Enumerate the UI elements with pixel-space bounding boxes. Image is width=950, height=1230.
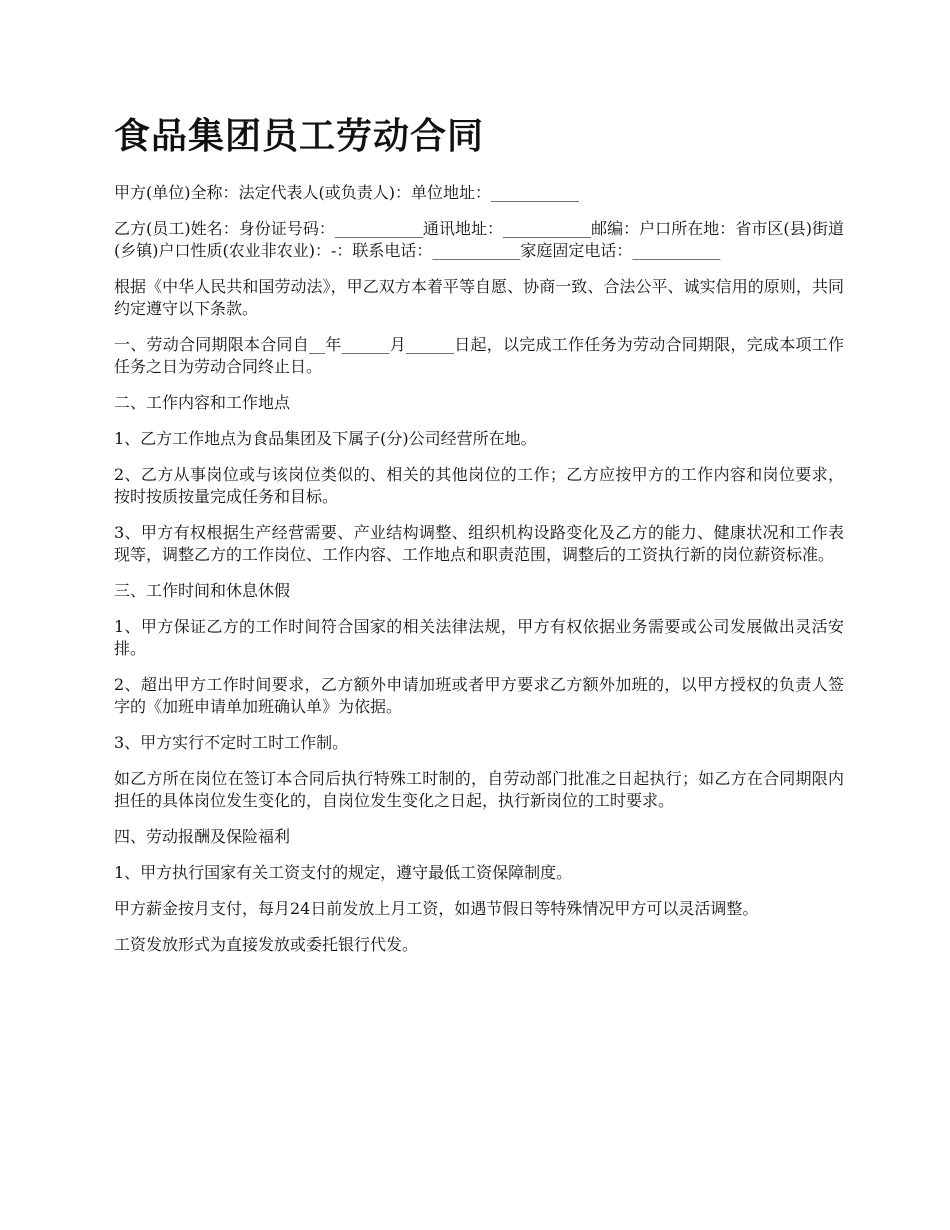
section-3-clause-2: 2、超出甲方工作时间要求，乙方额外申请加班或者甲方要求乙方额外加班的，以甲方授权的负责人签字的《加班申请单加班确认单》为依据。 (114, 675, 844, 716)
section-2-clause-2: 2、乙方从事岗位或与该岗位类似的、相关的其他岗位的工作；乙方应按甲方的工作内容和岗位要求，按时按质按量完成任务和目标。 (114, 465, 844, 506)
section-1-contract-term: 一、劳动合同期限本合同自__年______月______日起，以完成工作任务为劳动合同期限，完成本项工作任务之日为劳动合同终止日。 (114, 335, 844, 376)
section-3-clause-1: 1、甲方保证乙方的工作时间符合国家的相关法律法规，甲方有权依据业务需要或公司发展做出灵活安排。 (114, 617, 844, 658)
section-4-heading: 四、劳动报酬及保险福利 (114, 827, 291, 846)
document-title: 食品集团员工劳动合同 (114, 115, 485, 157)
section-2-heading: 二、工作内容和工作地点 (114, 393, 291, 412)
section-3-special-hours: 如乙方所在岗位在签订本合同后执行特殊工时制的，自劳动部门批准之日起执行；如乙方在合同期限内担任的具体岗位发生变化的，自岗位发生变化之日起，执行新岗位的工时要求。 (114, 769, 844, 810)
party-a-info: 甲方(单位)全称：法定代表人(或负责人)：单位地址：___________ (114, 183, 579, 202)
section-2-clause-1: 1、乙方工作地点为食品集团及下属子(分)公司经营所在地。 (114, 429, 537, 448)
section-2-clause-3: 3、甲方有权根据生产经营需要、产业结构调整、组织机构设路变化及乙方的能力、健康状况和工作表现等，调整乙方的工作岗位、工作内容、工作地点和职责范围，调整后的工资执行新的岗位薪资标准。 (114, 523, 844, 564)
section-3-clause-3: 3、甲方实行不定时工时工作制。 (114, 733, 349, 752)
section-4-payday: 甲方薪金按月支付，每月24日前发放上月工资，如遇节假日等特殊情况甲方可以灵活调整。 (114, 899, 759, 918)
section-4-payment-method: 工资发放形式为直接发放或委托银行代发。 (114, 935, 419, 954)
document-page (114, 112, 844, 970)
preamble: 根据《中华人民共和国劳动法》，甲乙双方本着平等自愿、协商一致、合法公平、诚实信用的原则，共同约定遵守以下条款。 (114, 277, 844, 318)
section-3-heading: 三、工作时间和休息休假 (114, 581, 291, 600)
party-b-info: 乙方(员工)姓名：身份证号码：___________通讯地址：___________邮编：户口所在地：省市区(县)街道(乡镇)户口性质(农业非农业)：-：联系电话：___________家庭固定电话：___________ (114, 219, 844, 260)
section-4-clause-1: 1、甲方执行国家有关工资支付的规定，遵守最低工资保障制度。 (114, 863, 573, 882)
